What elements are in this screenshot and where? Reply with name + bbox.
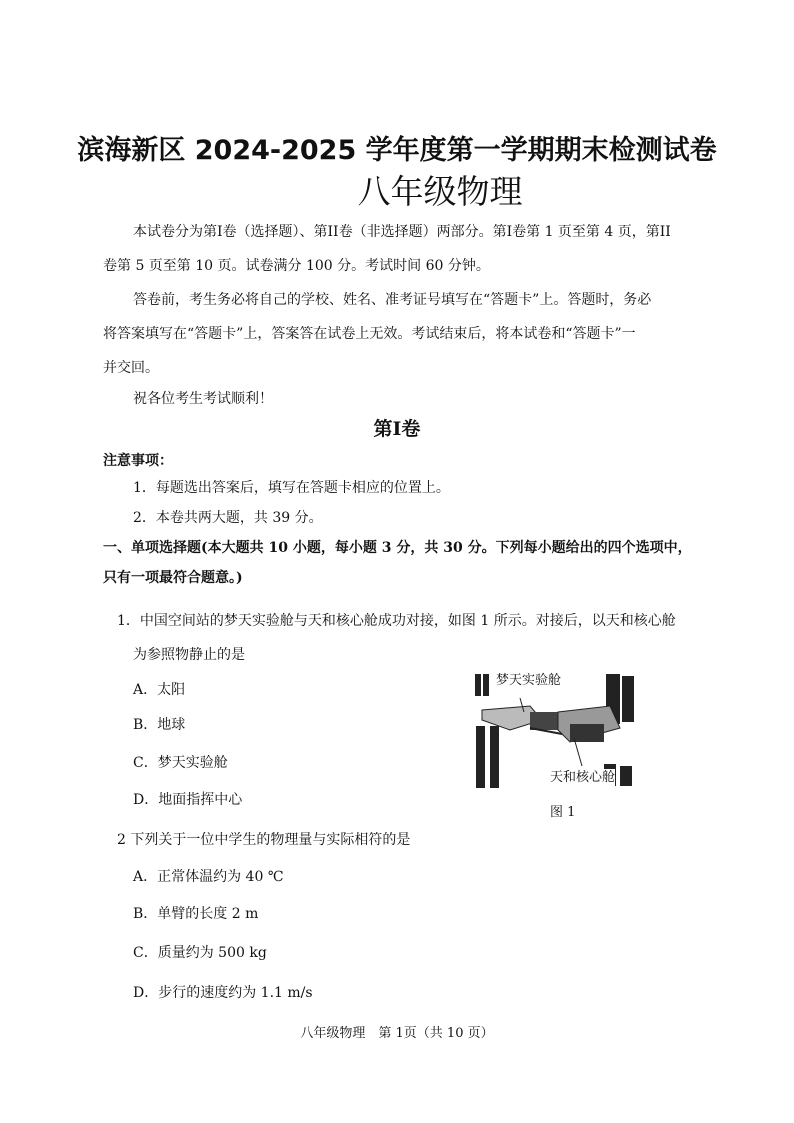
note-item: 2．本卷共两大题，共 39 分。 — [133, 510, 323, 526]
section-heading: 一、单项选择题(本大题共 10 小题，每小题 3 分，共 30 分。下列每小题给出的四个选项中， — [103, 540, 692, 556]
figure-caption: 图 1 — [550, 805, 576, 820]
page-footer: 八年级物理 第 1页（共 10 页） — [300, 1026, 494, 1041]
q2-option-b: B．单臂的长度 2 m — [133, 906, 259, 922]
space-station-figure — [470, 668, 642, 798]
question-1-stem: 1．中国空间站的梦天实验舱与天和核心舱成功对接，如图 1 所示。对接后，以天和核心舱 — [117, 613, 676, 629]
notes-title: 注意事项： — [103, 453, 173, 469]
exam-subtitle: 八年级物理 — [357, 172, 523, 211]
question-2-stem: 2 下列关于一位中学生的物理量与实际相符的是 — [117, 832, 411, 848]
q1-option-a: A．太阳 — [133, 682, 186, 698]
intro-line: 本试卷分为第I卷（选择题）、第II卷（非选择题）两部分。第I卷第 1 页至第 4 页，第II — [133, 224, 671, 240]
q1-option-b: B．地球 — [133, 717, 186, 733]
question-1-stem: 为参照物静止的是 — [133, 647, 245, 663]
intro-line: 卷第 5 页至第 10 页。试卷满分 100 分。考试时间 60 分钟。 — [103, 258, 490, 274]
q2-option-a: A．正常体温约为 40 ℃ — [133, 869, 284, 885]
note-item: 1．每题选出答案后，填写在答题卡相应的位置上。 — [133, 480, 450, 496]
wish-line: 祝各位考生考试顺利！ — [133, 391, 273, 407]
intro-line: 答卷前，考生务必将自己的学校、姓名、准考证号填写在“答题卡”上。答题时，务必 — [133, 292, 652, 308]
q2-option-c: C．质量约为 500 kg — [133, 945, 267, 961]
exam-title: 滨海新区 2024-2025 学年度第一学期期末检测试卷 — [77, 135, 717, 166]
intro-line: 将答案填写在“答题卡”上，答案答在试卷上无效。考试结束后，将本试卷和“答题卡”一 — [103, 326, 636, 342]
q1-option-d: D．地面指挥中心 — [133, 792, 243, 808]
q1-option-c: C．梦天实验舱 — [133, 755, 228, 771]
figure-label-tianhe: 天和核心舱 — [550, 770, 616, 785]
figure-label-mengtian: 梦天实验舱 — [496, 673, 562, 688]
intro-line: 并交回。 — [103, 360, 159, 376]
q2-option-d: D．步行的速度约为 1.1 m/s — [133, 985, 313, 1001]
part-heading: 第I卷 — [373, 418, 421, 440]
section-heading: 只有一项最符合题意。) — [103, 570, 243, 586]
